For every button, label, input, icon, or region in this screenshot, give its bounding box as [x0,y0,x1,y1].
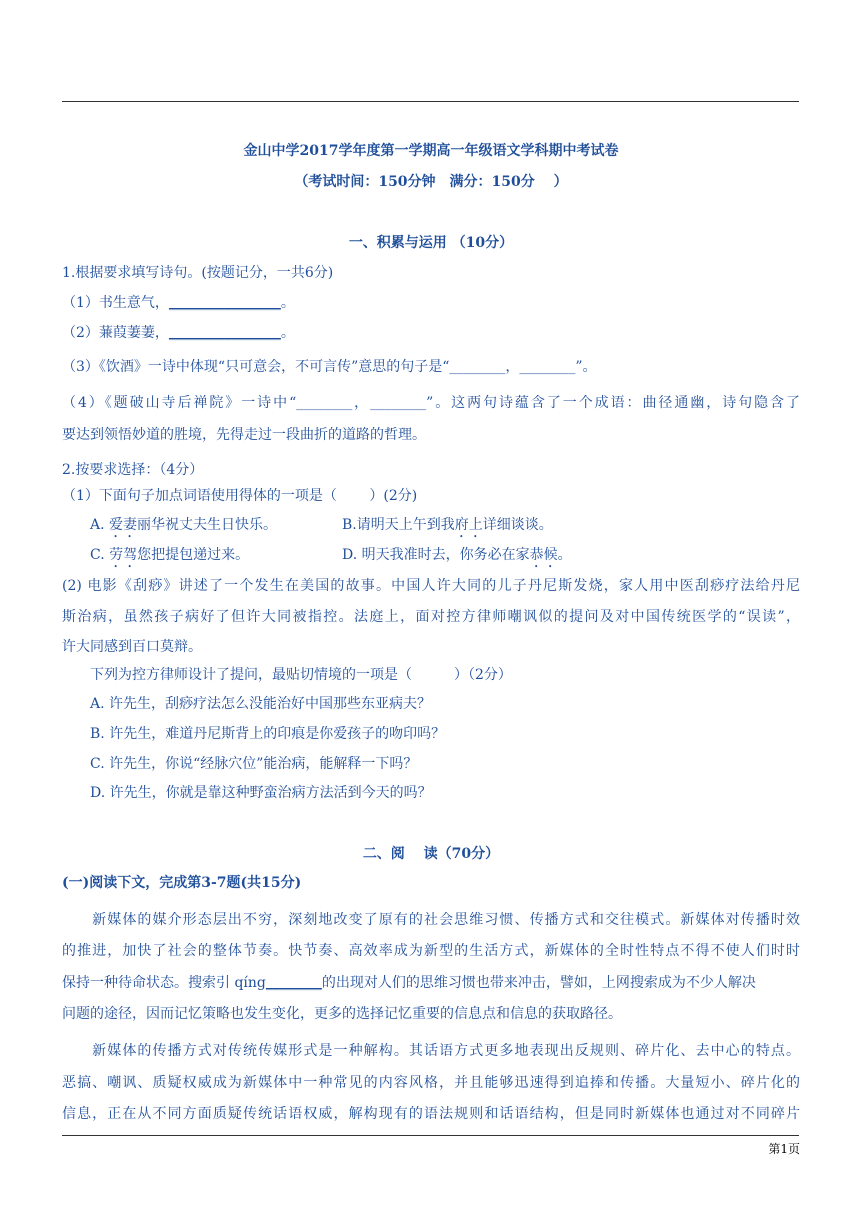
q1-item-2-end: 。 [280,325,295,341]
q1-item-1-end: 。 [280,295,295,311]
q2-option-c [90,546,340,571]
q2-sub2-line3: 许大同感到百口莫辩。 [62,639,202,655]
para1-line1: 新媒体的媒介形态层出不穷，深刻地改变了原有的社会思维习惯、传播方式和交往模式。新媒体对传播时效 [62,912,800,928]
para2-line3: 信息，正在从不同方面质疑传统话语权威，解构现有的语法规则和话语结构，但是同时新媒体也通过对不同碎片 [62,1106,800,1122]
q2-option-c-letter: C. [90,547,110,563]
q1-item-4-line1: （4）《题破山寺后禅院》一诗中“________，________”。这两句诗蕴含了一个成语：曲径通幽，诗句隐含了 [62,395,800,411]
para2-line2: 恶搞、嘲讽、质疑权威成为新媒体中一种常见的内容风格，并且能够迅速得到追捧和传播。大量短小、碎片化的 [62,1075,800,1091]
q2-option-b-rest: 详细谈谈。 [482,517,553,533]
q1-item-2-blank: ________________ [168,325,281,341]
q2-option-b-dotted: 府上 [454,517,483,533]
q2-sub2-option-d: D. 许先生，你就是靠这种野蛮治病方法活到今天的吗？ [90,785,432,801]
para1-line2: 的推进，加快了社会的整体节奏。快节奏、高效率成为新型的生活方式，新媒体的全时性特点不得不使人们时时 [62,943,800,959]
para2-line1: 新媒体的传播方式对传统传媒形式是一种解构。其话语方式更多地表现出反规则、碎片化、去中心的特点。 [62,1043,800,1059]
section2-heading: 二、阅 读（70分） [362,846,500,862]
q1-item-1 [62,294,800,312]
q2-sub2-option-a: A. 许先生，刮痧疗法怎么没能治好中国那些东亚病夫？ [90,696,432,712]
para1-line4: 问题的途径，因而记忆策略也发生变化，更多的选择记忆重要的信息点和信息的获取路径。 [62,1006,622,1022]
q2-option-b-letter: B.请明天上午到我 [342,517,455,533]
q2-stem: 2.按要求选择：（4分） [62,462,204,478]
q2-sub2-option-b: B. 许先生，难道丹尼斯背上的印痕是你爱孩子的吻印吗？ [90,726,446,742]
q2-option-d [342,546,742,571]
reading-part1-stem: (一)阅读下文，完成第3-7题(共15分) [62,875,302,891]
q1-item-1-blank: ________________ [168,295,281,311]
q2-option-d-dotted: 恭候 [529,547,558,563]
q2-sub2-line2: 斯治病，虽然孩子病好了但许大同被指控。法庭上，面对控方律师嘲讽似的提问及对中国传统医学的“误读”， [62,609,800,625]
q2-option-d-letter: D. 明天我准时去，你务必在家 [342,547,530,563]
q2-option-d-rest: 。 [557,547,572,563]
exam-subtitle: （考试时间：150分钟 满分：150分 ） [294,174,568,190]
q2-sub2-question: 下列为控方律师设计了提问，最贴切情境的一项是（ ）（2分） [90,667,512,683]
section1-heading: 一、积累与运用 （10分） [348,235,514,251]
q1-item-3: （3）《饮酒》一诗中体现“只可意会，不可言传”意思的句子是“________，________”。 [62,359,597,375]
top-rule [62,101,799,102]
q2-option-a-letter: A. [90,517,110,533]
q2-option-b [342,516,742,541]
para1-fill-blank: ________ [265,975,322,991]
q1-stem: 1.根据要求填写诗句。(按题记分，一共6分) [62,265,334,281]
q2-option-a-dotted: 爱妻 [109,517,138,533]
q2-sub1: （1）下面句子加点词语使用得体的一项是（ ）(2分) [62,488,418,504]
q1-item-1-text: （1）书生意气， [62,295,169,311]
para1-line3-start: 保持一种待命状态。搜索引 qíng [62,975,266,991]
q2-sub2-line1: (2) 电影《刮痧》讲述了一个发生在美国的故事。中国人许大同的儿子丹尼斯发烧，家人用中医刮痧疗法给丹尼 [62,578,800,594]
para1-line3 [62,974,800,992]
q2-option-c-rest: 您把提包递过来。 [137,547,250,563]
para1-line3-end: 的出现对人们的思维习惯也带来冲击，譬如，上网搜索成为不少人解决 [321,975,756,991]
q2-option-c-dotted: 劳驾 [109,547,138,563]
q1-item-2-text: （2）蒹葭萋萋， [62,325,169,341]
q2-option-a-rest: 丽华祝丈夫生日快乐。 [137,517,278,533]
q2-option-a [90,516,340,541]
exam-title: 金山中学2017学年度第一学期高一年级语文学科期中考试卷 [243,143,619,159]
q1-item-2 [62,324,800,342]
q1-item-4-line2: 要达到领悟妙道的胜境，先得走过一段曲折的道路的哲理。 [62,427,426,443]
page-number: 第1页 [768,1142,800,1156]
bottom-rule [62,1135,799,1136]
q2-sub2-option-c: C. 许先生，你说“经脉穴位”能治病，能解释一下吗？ [90,756,418,772]
